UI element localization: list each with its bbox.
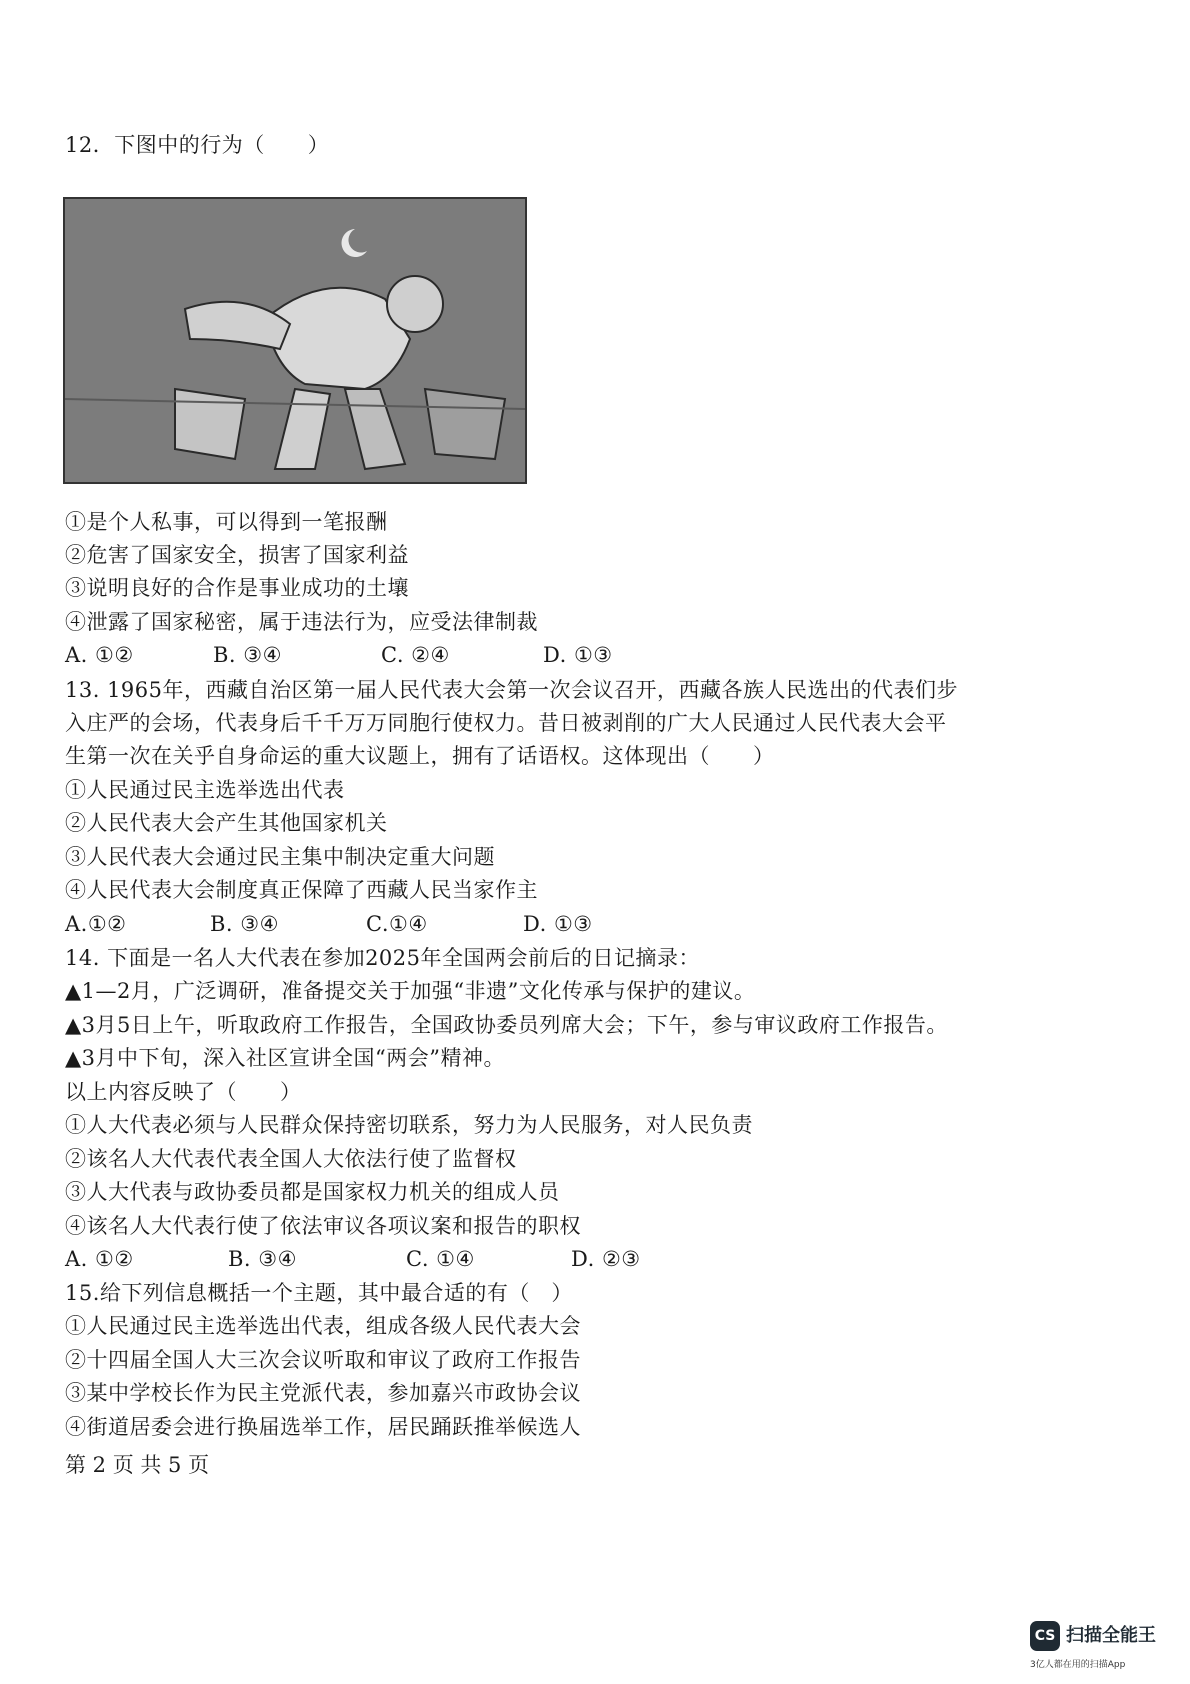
q13-option-c[interactable]: C.①④ xyxy=(366,912,428,936)
q12-item-1: ①是个人私事，可以得到一笔报酬 xyxy=(65,510,388,534)
q12-item-3: ③说明良好的合作是事业成功的土壤 xyxy=(65,576,409,600)
q12-item-4: ④泄露了国家秘密，属于违法行为，应受法律制裁 xyxy=(65,610,538,634)
q12-options xyxy=(65,640,613,670)
q13-item-4: ④人民代表大会制度真正保障了西藏人民当家作主 xyxy=(65,878,538,902)
q14-item-1: ①人大代表必须与人民群众保持密切联系，努力为人民服务，对人民负责 xyxy=(65,1113,753,1137)
q13-options xyxy=(65,909,593,939)
q12-cartoon-image xyxy=(63,197,527,484)
q14-option-c[interactable]: C. ①④ xyxy=(406,1247,475,1271)
q14-question: 以上内容反映了（ ） xyxy=(65,1080,302,1104)
q15-item-4: ④街道居委会进行换届选举工作，居民踊跃推举候选人 xyxy=(65,1415,581,1439)
q12-item-2: ②危害了国家安全，损害了国家利益 xyxy=(65,543,409,567)
q13-stem-line-2: 入庄严的会场，代表身后千千万万同胞行使权力。昔日被剥削的广大人民通过人民代表大会平 xyxy=(65,711,947,735)
q14-options xyxy=(65,1244,641,1274)
q14-stem: 14. 下面是一名人大代表在参加2025年全国两会前后的日记摘录： xyxy=(65,946,701,970)
q14-option-a[interactable]: A. ①② xyxy=(65,1247,134,1271)
watermark-subtitle: 3亿人都在用的扫描App xyxy=(1030,1660,1126,1670)
q13-item-1: ①人民通过民主选举选出代表 xyxy=(65,778,345,802)
q13-item-2: ②人民代表大会产生其他国家机关 xyxy=(65,811,388,835)
q15-item-1: ①人民通过民主选举选出代表，组成各级人民代表大会 xyxy=(65,1314,581,1338)
q15-item-2: ②十四届全国人大三次会议听取和审议了政府工作报告 xyxy=(65,1348,581,1372)
q12-option-d[interactable]: D. ①③ xyxy=(543,643,613,667)
q15-item-3: ③某中学校长作为民主党派代表，参加嘉兴市政协会议 xyxy=(65,1381,581,1405)
q13-option-d[interactable]: D. ①③ xyxy=(523,912,593,936)
q14-diary-2: ▲3月5日上午，听取政府工作报告，全国政协委员列席大会；下午，参与审议政府工作报告。 xyxy=(65,1013,948,1037)
q13-stem-line-3: 生第一次在关乎自身命运的重大议题上，拥有了话语权。这体现出（ ） xyxy=(65,744,775,768)
page-number: 第 2 页 共 5 页 xyxy=(65,1453,210,1477)
camscanner-logo-icon: CS xyxy=(1030,1621,1060,1651)
q14-item-4: ④该名人大代表行使了依法审议各项议案和报告的职权 xyxy=(65,1214,581,1238)
q14-option-d[interactable]: D. ②③ xyxy=(571,1247,641,1271)
q14-diary-1: ▲1—2月，广泛调研，准备提交关于加强“非遗”文化传承与保护的建议。 xyxy=(65,979,756,1003)
scanner-watermark xyxy=(1030,1617,1170,1677)
q13-stem-line-1: 13. 1965年，西藏自治区第一届人民代表大会第一次会议召开，西藏各族人民选出的代表们步 xyxy=(65,678,959,702)
q15-stem: 15.给下列信息概括一个主题，其中最合适的有（ ） xyxy=(65,1281,573,1305)
q12-option-a[interactable]: A. ①② xyxy=(65,643,134,667)
q14-item-2: ②该名人大代表代表全国人大依法行使了监督权 xyxy=(65,1147,517,1171)
q12-option-b[interactable]: B. ③④ xyxy=(213,643,282,667)
q14-item-3: ③人大代表与政协委员都是国家权力机关的组成人员 xyxy=(65,1180,560,1204)
watermark-title: 扫描全能王 xyxy=(1066,1625,1156,1646)
q12-option-c[interactable]: C. ②④ xyxy=(381,643,450,667)
q13-item-3: ③人民代表大会通过民主集中制决定重大问题 xyxy=(65,845,495,869)
q14-diary-3: ▲3月中下旬，深入社区宣讲全国“两会”精神。 xyxy=(65,1046,505,1070)
q12-stem: 12．下图中的行为（ ） xyxy=(65,133,330,157)
q13-option-a[interactable]: A.①② xyxy=(65,912,127,936)
q13-option-b[interactable]: B. ③④ xyxy=(210,912,279,936)
q14-option-b[interactable]: B. ③④ xyxy=(228,1247,297,1271)
